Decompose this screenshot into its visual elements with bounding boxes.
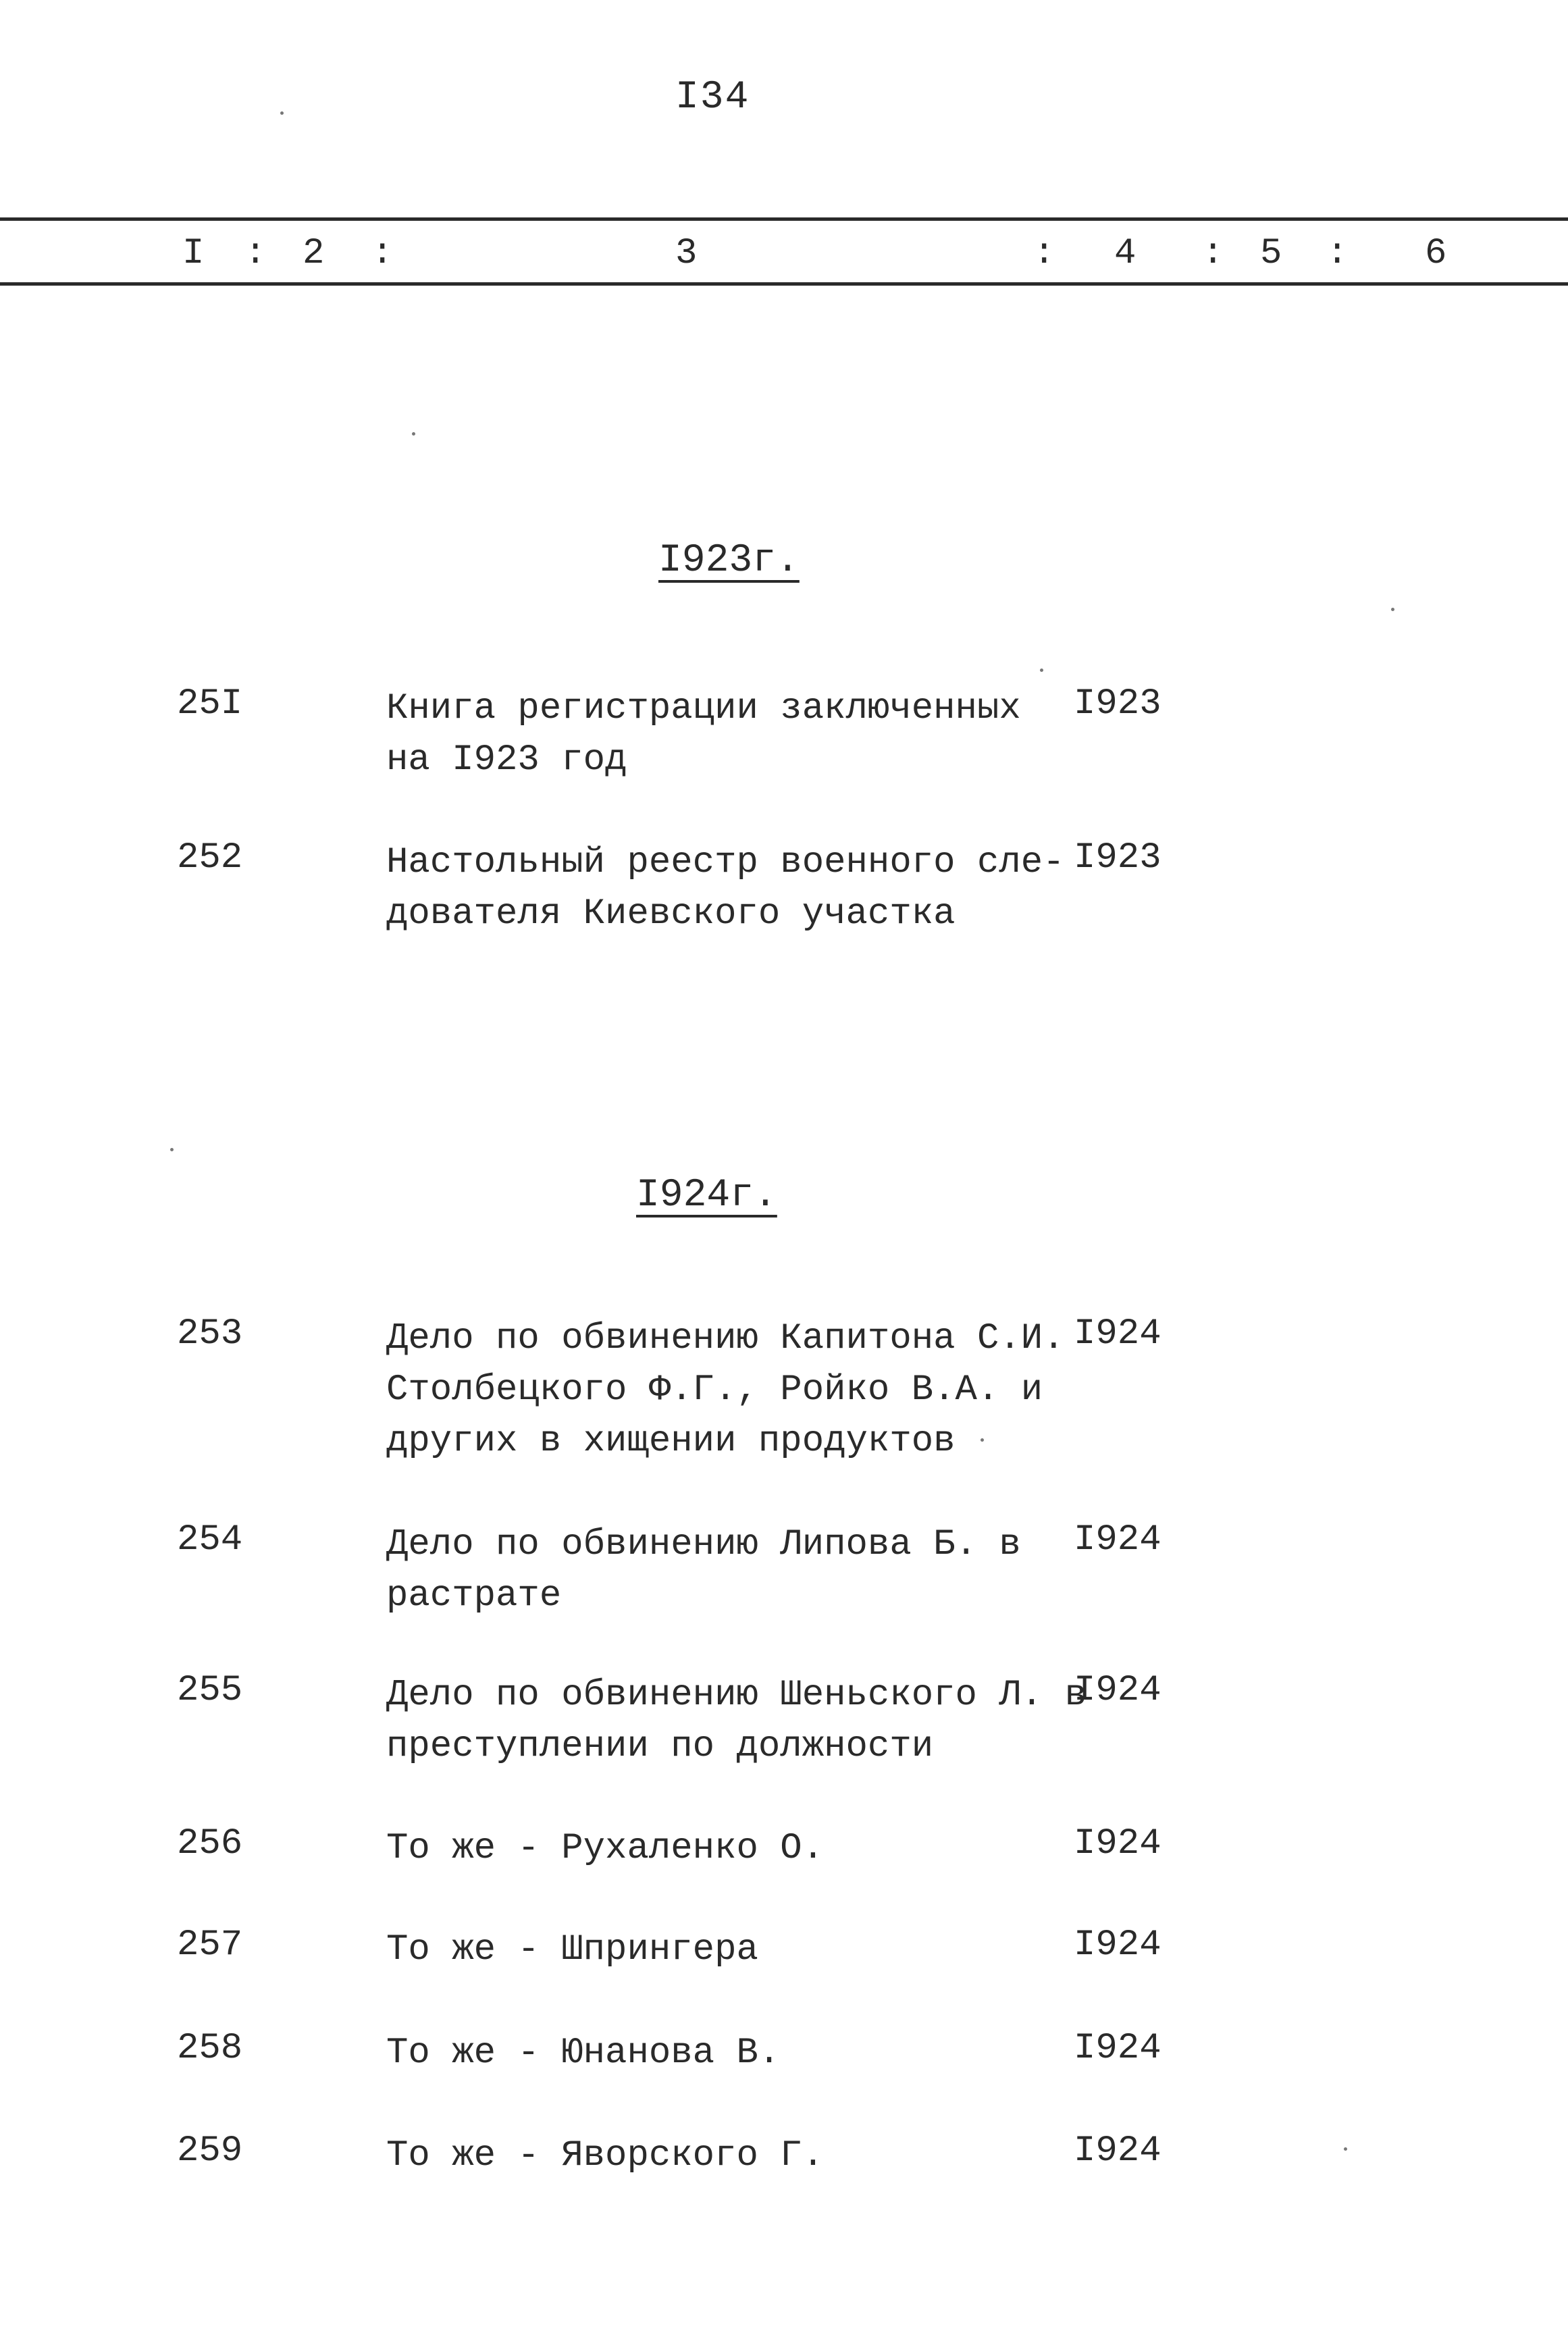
header-bottom-rule: [0, 282, 1568, 286]
column-header-2: 2: [303, 233, 325, 274]
entry-title-line: Столбецкого Ф.Г., Ройко В.А. и: [386, 1369, 1043, 1411]
header-top-rule: [0, 217, 1568, 221]
entry-number: 258: [177, 2028, 243, 2069]
entry-title: [386, 1924, 1062, 1976]
page-number: I34: [675, 76, 750, 120]
scan-speck: [412, 432, 415, 436]
scan-speck: [1344, 2147, 1347, 2151]
entry-title: [386, 683, 1062, 786]
column-header-5: 5: [1260, 233, 1282, 274]
column-header-1: I: [182, 233, 205, 274]
entry-title-line: То же - Яворского Г.: [386, 2135, 825, 2176]
entry-title-line: преступлении по должности: [386, 1726, 934, 1767]
entry-number: 252: [177, 837, 243, 879]
entry-title-line: То же - Шпрингера: [386, 1929, 758, 1970]
entry-title: [386, 1823, 1062, 1875]
entry-title: [386, 1313, 1065, 1467]
entry-title-line: Настольный реестр военного сле-: [386, 842, 1065, 883]
entry-year: I924: [1074, 2028, 1161, 2069]
entry-title-line: на I923 год: [386, 739, 627, 781]
scan-speck: [1391, 608, 1394, 611]
entry-year: I924: [1074, 1519, 1161, 1561]
entry-number: 25I: [177, 683, 243, 725]
entry-year: I924: [1074, 1313, 1161, 1355]
entry-year: I924: [1074, 1924, 1161, 1966]
column-header-4: 4: [1114, 233, 1136, 274]
entry-title-line: Дело по обвинению Липова Б. в: [386, 1524, 1021, 1565]
entry-title-line: других в хищении продуктов: [386, 1421, 956, 1462]
entry-year: I923: [1074, 683, 1161, 725]
scan-speck: [170, 1148, 174, 1151]
entry-title-line: То же - Рухаленко О.: [386, 1828, 825, 1869]
entry-number: 256: [177, 1823, 243, 1864]
column-header-6: 6: [1425, 233, 1447, 274]
entry-title-line: Книга регистрации заключенных: [386, 688, 1021, 729]
entry-title-line: Дело по обвинению Шеньского Л. в: [386, 1675, 1087, 1716]
column-separator: :: [1202, 233, 1224, 274]
entry-title-line: Дело по обвинению Капитона С.И.: [386, 1318, 1065, 1359]
entry-number: 254: [177, 1519, 243, 1561]
entry-title: [386, 1670, 1087, 1773]
section-heading-1923: I923г.: [658, 539, 800, 583]
entry-number: 257: [177, 1924, 243, 1966]
entry-title: [386, 837, 1065, 940]
entry-year: I924: [1074, 2130, 1161, 2172]
entry-title-line: То же - Юнанова В.: [386, 2033, 781, 2074]
scan-speck: [981, 1438, 984, 1442]
column-separator: :: [371, 233, 394, 274]
entry-number: 255: [177, 1670, 243, 1711]
column-separator: :: [1033, 233, 1055, 274]
entry-title: [386, 2130, 1062, 2182]
entry-title-line: растрате: [386, 1575, 562, 1617]
column-header-3: 3: [675, 233, 698, 274]
entry-title: [386, 1519, 1062, 1622]
entry-number: 253: [177, 1313, 243, 1355]
section-heading-1924: I924г.: [636, 1174, 777, 1217]
entry-year: I924: [1074, 1823, 1161, 1864]
scan-speck: [1040, 669, 1043, 672]
column-separator: :: [1326, 233, 1349, 274]
scan-speck: [280, 111, 284, 115]
column-separator: :: [244, 233, 267, 274]
entry-title-line: дователя Киевского участка: [386, 893, 956, 935]
entry-year: I923: [1074, 837, 1161, 879]
entry-year: I924: [1074, 1670, 1161, 1711]
entry-title: [386, 2028, 1062, 2079]
entry-number: 259: [177, 2130, 243, 2172]
